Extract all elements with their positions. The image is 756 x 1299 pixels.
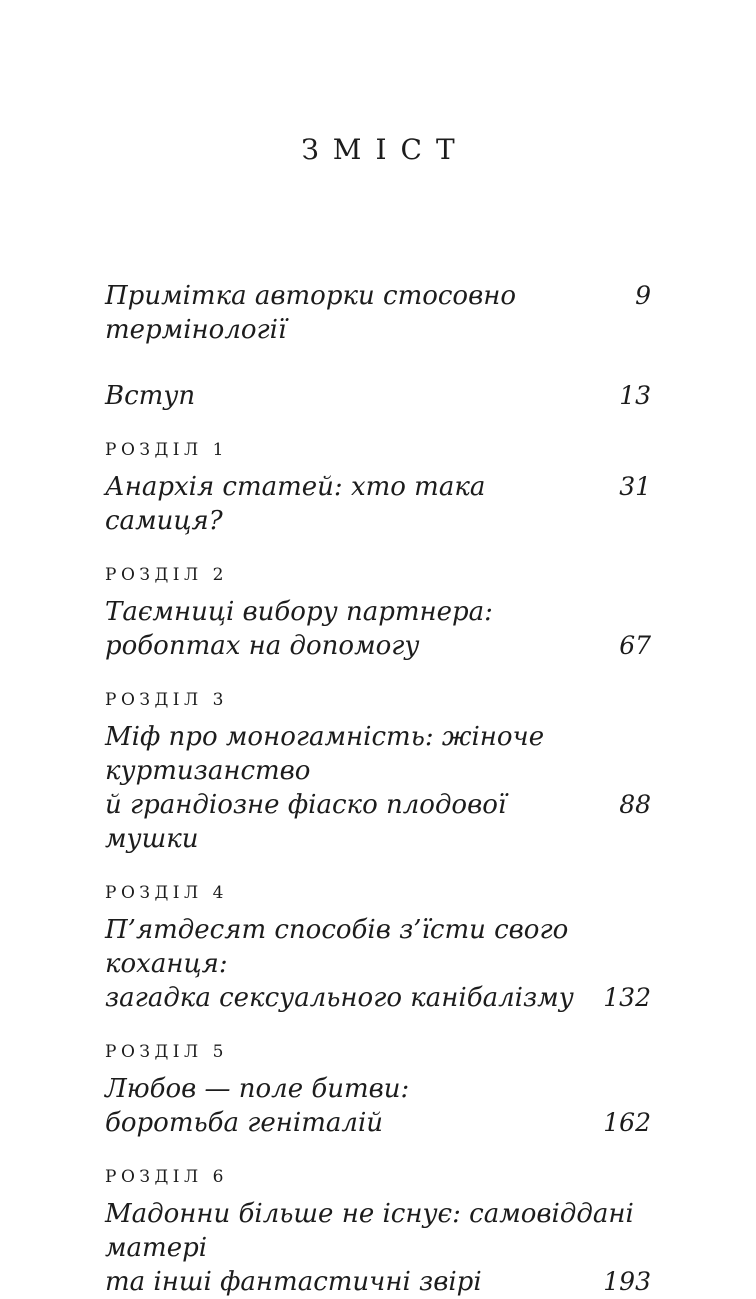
chapter-label: РОЗДІЛ 2 xyxy=(105,565,228,585)
entry-last-row xyxy=(105,379,651,413)
page-number: 13 xyxy=(619,381,651,410)
toc-entry xyxy=(105,1167,651,1299)
toc-entry xyxy=(105,883,651,1015)
entry-title-line: Вступ xyxy=(105,381,196,411)
chapter-label: РОЗДІЛ 6 xyxy=(105,1167,228,1187)
page-number: 193 xyxy=(603,1267,651,1296)
entry-title-line: робоптах на допомогу xyxy=(105,631,420,661)
toc-entry xyxy=(105,1042,651,1140)
entry-last-row xyxy=(105,1106,651,1140)
entry-title-line: Любов — поле битви: xyxy=(105,1074,410,1104)
entry-lines xyxy=(105,595,651,629)
entry-last-row xyxy=(105,470,651,538)
toc-entry xyxy=(105,379,651,413)
chapter-label: РОЗДІЛ 1 xyxy=(105,440,228,460)
page-number: 9 xyxy=(635,281,651,310)
entry-lines xyxy=(105,1072,651,1106)
toc-entries xyxy=(105,279,651,1299)
page-number: 88 xyxy=(619,790,651,819)
entry-last-row xyxy=(105,279,651,347)
toc-title: ЗМІСТ xyxy=(301,133,469,166)
page-number: 67 xyxy=(619,631,651,660)
entry-title-line: П’ятдесят способів з’їсти свого коханця: xyxy=(105,915,569,979)
toc-entry xyxy=(105,565,651,663)
entry-last-row xyxy=(105,1265,651,1299)
entry-title-line: Анархія статей: хто така самиця? xyxy=(105,472,486,536)
chapter-label: РОЗДІЛ 4 xyxy=(105,883,228,903)
entry-lines xyxy=(105,720,651,788)
entry-title-line: боротьба геніталій xyxy=(105,1108,384,1138)
toc-entry xyxy=(105,690,651,856)
entry-title-line: загадка сексуального канібалізму xyxy=(105,983,574,1013)
entry-lines xyxy=(105,1197,651,1265)
entry-last-row xyxy=(105,981,651,1015)
page-number: 132 xyxy=(603,983,651,1012)
entry-title-line: Таємниці вибору партнера: xyxy=(105,597,493,627)
page-number: 31 xyxy=(619,472,651,501)
page-number: 162 xyxy=(603,1108,651,1137)
entry-title-line: й грандіозне фіаско плодової мушки xyxy=(105,790,507,854)
entry-lines xyxy=(105,913,651,981)
toc-entry xyxy=(105,279,651,347)
entry-title-line: Міф про моногамність: жіноче куртизанство xyxy=(105,722,545,786)
entry-title-line: Мадонни більше не існує: самовіддані матері xyxy=(105,1199,634,1263)
entry-title-line: Примітка авторки стосовно термінології xyxy=(105,281,516,345)
entry-last-row xyxy=(105,629,651,663)
entry-title-line: та інші фантастичні звірі xyxy=(105,1267,482,1297)
entry-last-row xyxy=(105,788,651,856)
chapter-label: РОЗДІЛ 5 xyxy=(105,1042,228,1062)
chapter-label: РОЗДІЛ 3 xyxy=(105,690,228,710)
toc-entry xyxy=(105,440,651,538)
